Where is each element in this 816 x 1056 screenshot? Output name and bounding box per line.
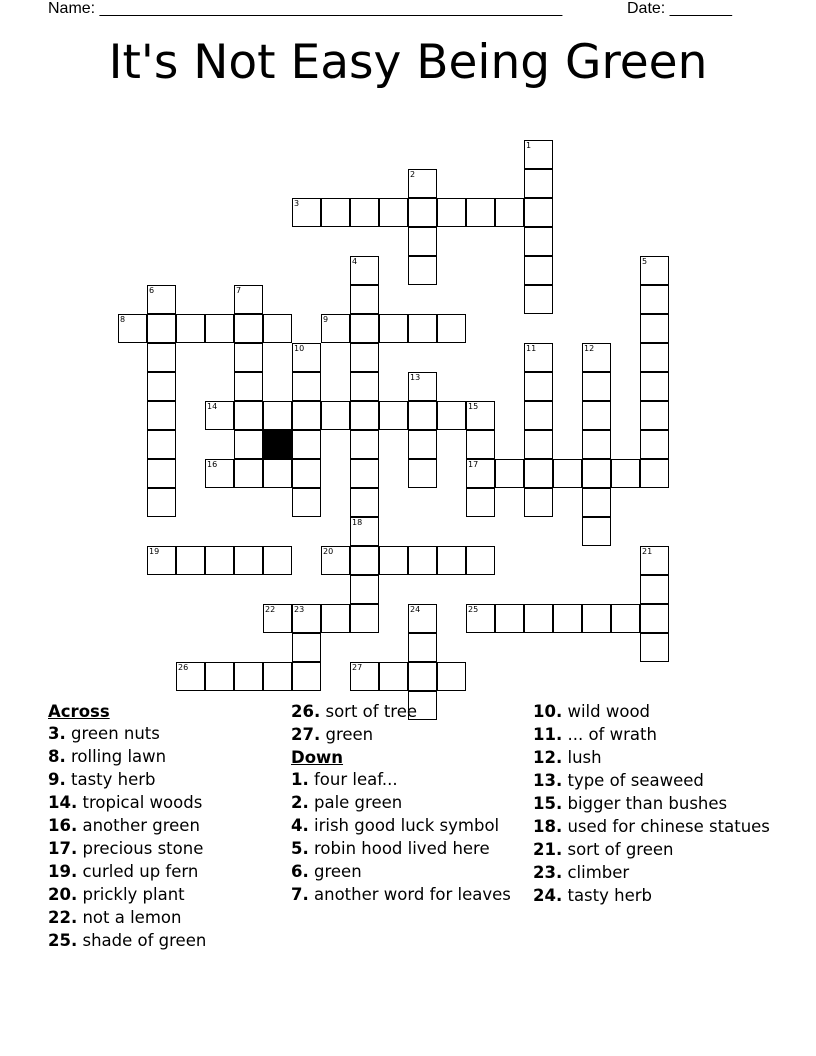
clue-number: 4 bbox=[352, 257, 358, 266]
grid-cell[interactable] bbox=[640, 575, 669, 604]
grid-cell[interactable] bbox=[582, 459, 611, 488]
grid-cell[interactable] bbox=[466, 488, 495, 517]
grid-cell[interactable] bbox=[263, 459, 292, 488]
clue-number-label: 3. bbox=[48, 724, 66, 743]
grid-cell[interactable] bbox=[379, 662, 408, 691]
grid-cell[interactable] bbox=[350, 372, 379, 401]
page-title: It's Not Easy Being Green bbox=[108, 35, 708, 90]
clue-text: shade of green bbox=[77, 931, 207, 950]
clue-number-label: 21. bbox=[533, 840, 563, 859]
clue-item bbox=[533, 748, 773, 768]
grid-cell[interactable] bbox=[582, 401, 611, 430]
clue-item bbox=[48, 931, 283, 951]
clue-number-label: 20. bbox=[48, 885, 78, 904]
clue-text: four leaf... bbox=[308, 770, 398, 789]
clue-number-label: 27. bbox=[291, 725, 321, 744]
grid-cell[interactable] bbox=[205, 401, 234, 430]
grid-cell[interactable] bbox=[408, 604, 437, 633]
clue-item bbox=[291, 702, 526, 722]
clue-number: 27 bbox=[352, 663, 363, 672]
clue-number: 18 bbox=[352, 518, 363, 527]
grid-cell[interactable] bbox=[321, 314, 350, 343]
grid-cell[interactable] bbox=[176, 314, 205, 343]
clue-item bbox=[48, 793, 283, 813]
clue-item bbox=[533, 840, 773, 860]
grid-cell[interactable] bbox=[640, 401, 669, 430]
clue-number-label: 12. bbox=[533, 748, 563, 767]
grid-cell[interactable] bbox=[408, 401, 437, 430]
grid-cell[interactable] bbox=[234, 546, 263, 575]
grid-cell[interactable] bbox=[147, 401, 176, 430]
grid-cell[interactable] bbox=[437, 401, 466, 430]
clue-number: 10 bbox=[294, 344, 305, 353]
grid-cell[interactable] bbox=[350, 488, 379, 517]
clue-number: 3 bbox=[294, 199, 300, 208]
grid-cell[interactable] bbox=[582, 488, 611, 517]
clue-number-label: 24. bbox=[533, 886, 563, 905]
clue-number: 9 bbox=[323, 315, 329, 324]
grid-cell[interactable] bbox=[611, 604, 640, 633]
clue-number: 5 bbox=[642, 257, 648, 266]
clue-item bbox=[48, 724, 283, 744]
clue-number-label: 9. bbox=[48, 770, 66, 789]
grid-cell[interactable] bbox=[495, 604, 524, 633]
grid-cell[interactable] bbox=[234, 662, 263, 691]
grid-cell[interactable] bbox=[292, 459, 321, 488]
clue-item bbox=[48, 747, 283, 767]
clue-item bbox=[291, 725, 526, 745]
grid-cell[interactable] bbox=[582, 430, 611, 459]
clue-text: tasty herb bbox=[562, 886, 653, 905]
grid-cell[interactable] bbox=[147, 314, 176, 343]
grid-cell[interactable] bbox=[408, 633, 437, 662]
clue-text: wild wood bbox=[562, 702, 651, 721]
clue-item bbox=[291, 862, 526, 882]
grid-cell[interactable] bbox=[379, 546, 408, 575]
black-square bbox=[263, 430, 292, 459]
clue-number: 14 bbox=[207, 402, 218, 411]
grid-cell[interactable] bbox=[466, 401, 495, 430]
clue-number: 20 bbox=[323, 547, 334, 556]
clue-number: 2 bbox=[410, 170, 416, 179]
grid-cell[interactable] bbox=[524, 372, 553, 401]
grid-cell[interactable] bbox=[466, 604, 495, 633]
grid-cell[interactable] bbox=[147, 546, 176, 575]
clue-text: rolling lawn bbox=[65, 747, 167, 766]
clue-text: another word for leaves bbox=[308, 885, 511, 904]
grid-cell[interactable] bbox=[118, 314, 147, 343]
grid-cell[interactable] bbox=[640, 430, 669, 459]
grid-cell[interactable] bbox=[611, 459, 640, 488]
grid-cell[interactable] bbox=[263, 604, 292, 633]
clue-number: 15 bbox=[468, 402, 479, 411]
grid-cell[interactable] bbox=[234, 430, 263, 459]
grid-cell[interactable] bbox=[147, 488, 176, 517]
clue-item bbox=[533, 771, 773, 791]
clue-item bbox=[48, 862, 283, 882]
grid-cell[interactable] bbox=[582, 604, 611, 633]
clue-number: 24 bbox=[410, 605, 421, 614]
clue-item bbox=[291, 770, 526, 790]
grid-cell[interactable] bbox=[350, 575, 379, 604]
across-heading: Across bbox=[48, 702, 110, 721]
grid-cell[interactable] bbox=[408, 372, 437, 401]
clue-number-label: 23. bbox=[533, 863, 563, 882]
grid-cell[interactable] bbox=[466, 459, 495, 488]
clue-text: climber bbox=[562, 863, 630, 882]
clue-text: used for chinese statues bbox=[562, 817, 770, 836]
clue-number-label: 2. bbox=[291, 793, 309, 812]
grid-cell[interactable] bbox=[292, 488, 321, 517]
grid-cell[interactable] bbox=[321, 546, 350, 575]
grid-cell[interactable] bbox=[147, 372, 176, 401]
grid-cell[interactable] bbox=[524, 169, 553, 198]
grid-cell[interactable] bbox=[321, 401, 350, 430]
clue-item bbox=[291, 793, 526, 813]
grid-cell[interactable] bbox=[379, 314, 408, 343]
grid-cell[interactable] bbox=[263, 546, 292, 575]
clue-number: 26 bbox=[178, 663, 189, 672]
clue-number: 11 bbox=[526, 344, 537, 353]
clue-item bbox=[533, 702, 773, 722]
clue-column-3 bbox=[533, 702, 773, 909]
grid-cell[interactable] bbox=[292, 604, 321, 633]
header-line bbox=[48, 0, 748, 20]
clue-number-label: 22. bbox=[48, 908, 78, 927]
grid-cell[interactable] bbox=[640, 314, 669, 343]
clue-number-label: 19. bbox=[48, 862, 78, 881]
grid-cell[interactable] bbox=[350, 401, 379, 430]
grid-cell[interactable] bbox=[582, 517, 611, 546]
grid-cell[interactable] bbox=[234, 372, 263, 401]
grid-cell[interactable] bbox=[437, 314, 466, 343]
grid-cell[interactable] bbox=[408, 256, 437, 285]
grid-cell[interactable] bbox=[350, 546, 379, 575]
grid-cell[interactable] bbox=[495, 198, 524, 227]
clue-number: 19 bbox=[149, 547, 160, 556]
grid-cell[interactable] bbox=[350, 459, 379, 488]
grid-cell[interactable] bbox=[234, 285, 263, 314]
clue-text: tasty herb bbox=[65, 770, 156, 789]
clue-number-label: 10. bbox=[533, 702, 563, 721]
clue-number-label: 26. bbox=[291, 702, 321, 721]
grid-cell[interactable] bbox=[350, 314, 379, 343]
grid-cell[interactable] bbox=[495, 459, 524, 488]
clue-text: bigger than bushes bbox=[562, 794, 728, 813]
grid-cell[interactable] bbox=[524, 459, 553, 488]
clue-column-2 bbox=[291, 702, 526, 908]
grid-cell[interactable] bbox=[408, 198, 437, 227]
clue-text: prickly plant bbox=[77, 885, 185, 904]
clue-number-label: 6. bbox=[291, 862, 309, 881]
grid-cell[interactable] bbox=[640, 256, 669, 285]
grid-cell[interactable] bbox=[466, 546, 495, 575]
grid-cell[interactable] bbox=[437, 662, 466, 691]
grid-cell[interactable] bbox=[640, 633, 669, 662]
clue-item bbox=[533, 725, 773, 745]
clue-item bbox=[48, 885, 283, 905]
grid-cell[interactable] bbox=[292, 198, 321, 227]
grid-cell[interactable] bbox=[640, 343, 669, 372]
clue-number-label: 5. bbox=[291, 839, 309, 858]
grid-cell[interactable] bbox=[553, 604, 582, 633]
grid-cell[interactable] bbox=[466, 198, 495, 227]
grid-cell[interactable] bbox=[321, 604, 350, 633]
clue-item bbox=[48, 839, 283, 859]
clue-text: sort of green bbox=[562, 840, 674, 859]
clue-text: green bbox=[320, 725, 374, 744]
grid-cell[interactable] bbox=[350, 285, 379, 314]
grid-cell[interactable] bbox=[524, 198, 553, 227]
clue-item bbox=[291, 885, 526, 905]
clue-text: robin hood lived here bbox=[308, 839, 490, 858]
grid-cell[interactable] bbox=[234, 401, 263, 430]
grid-cell[interactable] bbox=[524, 140, 553, 169]
grid-cell[interactable] bbox=[640, 546, 669, 575]
down-heading: Down bbox=[291, 748, 344, 767]
grid-cell[interactable] bbox=[292, 343, 321, 372]
grid-cell[interactable] bbox=[640, 604, 669, 633]
grid-cell[interactable] bbox=[292, 372, 321, 401]
grid-cell[interactable] bbox=[350, 517, 379, 546]
grid-cell[interactable] bbox=[437, 546, 466, 575]
grid-cell[interactable] bbox=[524, 343, 553, 372]
grid-cell[interactable] bbox=[292, 401, 321, 430]
clue-number-label: 8. bbox=[48, 747, 66, 766]
grid-cell[interactable] bbox=[640, 285, 669, 314]
clue-number-label: 7. bbox=[291, 885, 309, 904]
grid-cell[interactable] bbox=[408, 546, 437, 575]
grid-cell[interactable] bbox=[524, 285, 553, 314]
grid-cell[interactable] bbox=[263, 314, 292, 343]
clue-number-label: 25. bbox=[48, 931, 78, 950]
clue-text: pale green bbox=[308, 793, 403, 812]
clue-text: green bbox=[308, 862, 362, 881]
grid-cell[interactable] bbox=[205, 459, 234, 488]
clue-item bbox=[291, 839, 526, 859]
clue-number-label: 1. bbox=[291, 770, 309, 789]
clue-number-label: 18. bbox=[533, 817, 563, 836]
clue-item bbox=[291, 816, 526, 836]
grid-cell[interactable] bbox=[524, 401, 553, 430]
grid-cell[interactable] bbox=[205, 662, 234, 691]
clue-number: 6 bbox=[149, 286, 155, 295]
grid-cell[interactable] bbox=[292, 633, 321, 662]
grid-cell[interactable] bbox=[408, 662, 437, 691]
grid-cell[interactable] bbox=[524, 604, 553, 633]
grid-cell[interactable] bbox=[176, 662, 205, 691]
clue-item bbox=[533, 817, 773, 837]
clue-column-1 bbox=[48, 702, 283, 954]
clue-text: sort of tree bbox=[320, 702, 418, 721]
grid-cell[interactable] bbox=[582, 343, 611, 372]
clue-item bbox=[48, 816, 283, 836]
grid-cell[interactable] bbox=[640, 372, 669, 401]
grid-cell[interactable] bbox=[350, 343, 379, 372]
clue-text: tropical woods bbox=[77, 793, 203, 812]
grid-cell[interactable] bbox=[205, 314, 234, 343]
grid-cell[interactable] bbox=[292, 430, 321, 459]
grid-cell[interactable] bbox=[263, 401, 292, 430]
grid-cell[interactable] bbox=[176, 546, 205, 575]
clue-number: 25 bbox=[468, 605, 479, 614]
clue-text: ... of wrath bbox=[562, 725, 657, 744]
clue-number: 21 bbox=[642, 547, 653, 556]
name-field-label: Name: ____________________________________________________ bbox=[48, 0, 563, 17]
grid-cell[interactable] bbox=[582, 372, 611, 401]
grid-cell[interactable] bbox=[524, 227, 553, 256]
clue-number: 16 bbox=[207, 460, 218, 469]
grid-cell[interactable] bbox=[321, 198, 350, 227]
clue-number-label: 14. bbox=[48, 793, 78, 812]
clue-number-label: 15. bbox=[533, 794, 563, 813]
clue-text: not a lemon bbox=[77, 908, 182, 927]
clue-number: 17 bbox=[468, 460, 479, 469]
clue-item bbox=[533, 886, 773, 906]
clue-number: 23 bbox=[294, 605, 305, 614]
grid-cell[interactable] bbox=[524, 256, 553, 285]
clue-text: irish good luck symbol bbox=[308, 816, 500, 835]
grid-cell[interactable] bbox=[147, 343, 176, 372]
clue-text: lush bbox=[562, 748, 602, 767]
grid-cell[interactable] bbox=[379, 198, 408, 227]
grid-cell[interactable] bbox=[408, 459, 437, 488]
clue-number-label: 13. bbox=[533, 771, 563, 790]
grid-cell[interactable] bbox=[466, 430, 495, 459]
grid-cell[interactable] bbox=[553, 459, 582, 488]
grid-cell[interactable] bbox=[350, 198, 379, 227]
clue-text: another green bbox=[77, 816, 200, 835]
date-field-label: Date: _______ bbox=[627, 0, 732, 17]
clue-number-label: 11. bbox=[533, 725, 563, 744]
clue-number: 12 bbox=[584, 344, 595, 353]
clue-number: 8 bbox=[120, 315, 126, 324]
clue-item bbox=[533, 863, 773, 883]
grid-cell[interactable] bbox=[234, 343, 263, 372]
clue-text: curled up fern bbox=[77, 862, 199, 881]
grid-cell[interactable] bbox=[408, 169, 437, 198]
grid-cell[interactable] bbox=[263, 662, 292, 691]
grid-cell[interactable] bbox=[350, 662, 379, 691]
clue-number: 22 bbox=[265, 605, 276, 614]
grid-cell[interactable] bbox=[524, 488, 553, 517]
clue-item bbox=[48, 770, 283, 790]
grid-cell[interactable] bbox=[234, 459, 263, 488]
clue-text: precious stone bbox=[77, 839, 204, 858]
grid-cell[interactable] bbox=[350, 604, 379, 633]
grid-cell[interactable] bbox=[147, 459, 176, 488]
clue-text: type of seaweed bbox=[562, 771, 704, 790]
clue-number-label: 4. bbox=[291, 816, 309, 835]
grid-cell[interactable] bbox=[147, 430, 176, 459]
clue-number-label: 16. bbox=[48, 816, 78, 835]
grid-cell[interactable] bbox=[640, 459, 669, 488]
grid-cell[interactable] bbox=[292, 662, 321, 691]
clue-number-label: 17. bbox=[48, 839, 78, 858]
grid-cell[interactable] bbox=[350, 430, 379, 459]
clue-number: 1 bbox=[526, 141, 532, 150]
clue-item bbox=[533, 794, 773, 814]
grid-cell[interactable] bbox=[205, 546, 234, 575]
grid-cell[interactable] bbox=[379, 401, 408, 430]
clue-item bbox=[48, 908, 283, 928]
grid-cell[interactable] bbox=[147, 285, 176, 314]
clue-number: 7 bbox=[236, 286, 242, 295]
grid-cell[interactable] bbox=[350, 256, 379, 285]
clue-number: 13 bbox=[410, 373, 421, 382]
grid-cell[interactable] bbox=[408, 227, 437, 256]
grid-cell[interactable] bbox=[524, 430, 553, 459]
grid-cell[interactable] bbox=[234, 314, 263, 343]
grid-cell[interactable] bbox=[408, 314, 437, 343]
grid-cell[interactable] bbox=[437, 198, 466, 227]
clue-text: green nuts bbox=[65, 724, 160, 743]
grid-cell[interactable] bbox=[408, 430, 437, 459]
